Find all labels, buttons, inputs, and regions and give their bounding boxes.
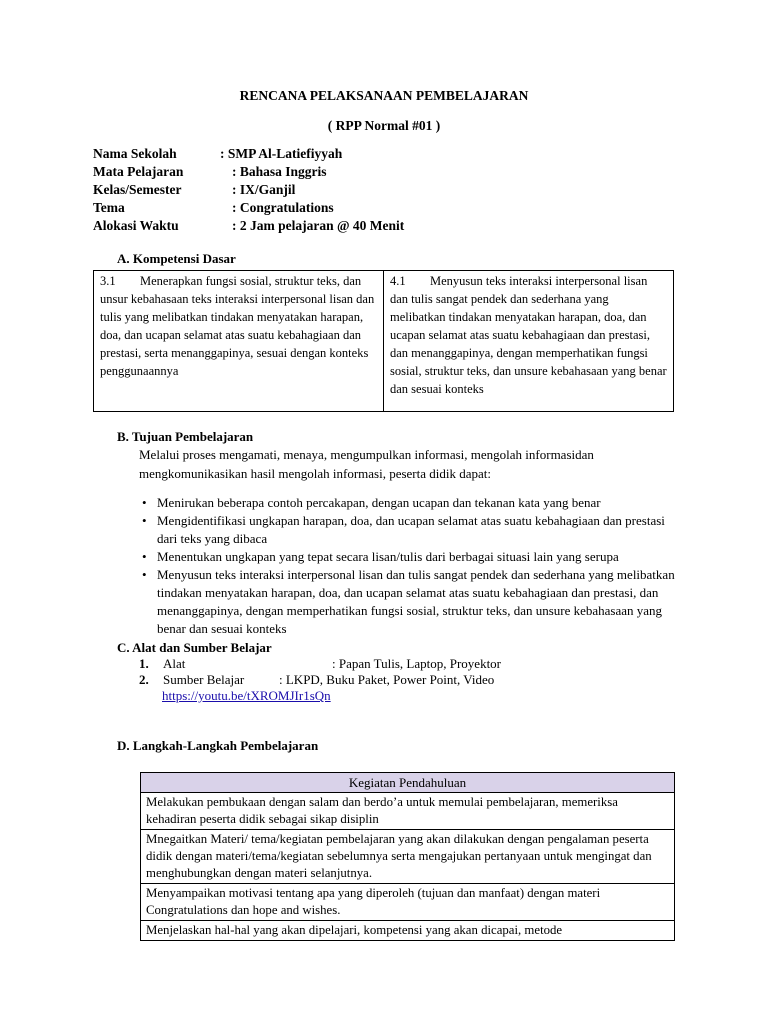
table-row: Mnegaitkan Materi/ tema/kegiatan pembelajaran yang akan dilakukan dengan pengalaman peserta didik dengan materi/tema/kegiatan sebelumnya serta mengajukan pertanyaan untuk mengingat dan menghubungkan dengan materi selanjutnya. [141, 829, 674, 883]
table-row: Melakukan pembukaan dengan salam dan berdo’a untuk memulai pembelajaran, memeriksa kehadiran peserta didik sebagai sikap disiplin [141, 792, 674, 829]
identity-value: : Bahasa Inggris [232, 164, 327, 179]
source-item-value: : LKPD, Buku Paket, Power Point, Video [279, 672, 495, 687]
video-link[interactable]: https://youtu.be/tXROMJIr1sQn [162, 688, 331, 703]
kd-number: 3.1 [100, 274, 116, 288]
identity-label: Alokasi Waktu [93, 218, 179, 233]
kd-cell-skill [384, 271, 673, 411]
table-row: Menyampaikan motivasi tentang apa yang diperoleh (tujuan dan manfaat) dengan materi Congratulations dan hope and wishes. [141, 883, 674, 920]
identity-value: : 2 Jam pelajaran @ 40 Menit [232, 218, 405, 233]
section-a-heading: A. Kompetensi Dasar [117, 251, 236, 266]
source-item-number: 2. [139, 672, 149, 687]
identity-value: : IX/Ganjil [232, 182, 296, 197]
identity-label: Nama Sekolah [93, 146, 177, 161]
learning-goals-list [139, 494, 679, 638]
bullet-icon: • [142, 495, 147, 510]
list-item-text: Menirukan beberapa contoh percakapan, dengan ucapan dan tekanan kata yang benar [157, 495, 601, 510]
list-item-text: Mengidentifikasi ungkapan harapan, doa, dan ucapan selamat atas suatu kebahagiaan dan prestasi dari teks yang dibaca [157, 513, 665, 546]
list-item [139, 566, 679, 638]
kd-text: Menyusun teks interaksi interpersonal lisan dan tulis sangat pendek dan sederhana yang melibatkan tindakan menyatakan harapan, doa, dan ucapan selamat atas suatu kebahagiaan dan prestasi, dan menanggapinya, dengan memperhatikan fungsi sosial, struktur teks, dan unsure kebahasaan yang benar dan sesuai konteks [390, 274, 667, 396]
section-d-heading: D. Langkah-Langkah Pembelajaran [117, 738, 319, 753]
source-item-label: Sumber Belajar [163, 672, 245, 687]
list-item [139, 512, 679, 548]
identity-label: Tema [93, 200, 125, 215]
kd-cell-knowledge [94, 271, 384, 411]
table-row: Menjelaskan hal-hal yang akan dipelajari, kompetensi yang akan dicapai, metode [141, 920, 674, 940]
tool-item-label: Alat [163, 656, 186, 671]
list-item [139, 494, 679, 512]
list-item-text: Menentukan ungkapan yang tepat secara lisan/tulis dari berbagai situasi lain yang serupa [157, 549, 619, 564]
list-item [139, 548, 679, 566]
list-item-text: Menyusun teks interaksi interpersonal lisan dan tulis sangat pendek dan sederhana yang melibatkan tindakan menyatakan harapan, doa, dan ucapan selamat atas suatu kebahagiaan dan prestasi, dan menanggapinya, dengan memperhatikan fungsi sosial, struktur teks, dan unsure kebahasaan yang benar dan sesuai konteks [157, 567, 675, 636]
identity-label: Kelas/Semester [93, 182, 182, 197]
bullet-icon: • [142, 549, 147, 564]
tool-item-number: 1. [139, 656, 149, 671]
section-b-intro: Melalui proses mengamati, menaya, mengumpulkan informasi, mengolah informasidan mengkomunikasikan hasil mengolah informasi, peserta didik dapat: [139, 447, 594, 481]
bullet-icon: • [142, 567, 147, 582]
bullet-icon: • [142, 513, 147, 528]
kd-text: Menerapkan fungsi sosial, struktur teks, dan unsur kebahasaan teks interaksi interpersonal lisan dan tulis yang melibatkan tindakan menyatakan harapan, doa, dan ucapan selamat atas suatu kebahagiaan dan prestasi, serta menanggapinya, sesuai dengan konteks penggunaannya [100, 274, 375, 378]
learning-steps-table [140, 772, 675, 941]
table-header: Kegiatan Pendahuluan [141, 773, 674, 792]
document-title: RENCANA PELAKSANAAN PEMBELAJARAN [239, 88, 529, 103]
document-subtitle: ( RPP Normal #01 ) [327, 118, 441, 133]
kompetensi-dasar-table [93, 270, 674, 412]
section-c-heading: C. Alat dan Sumber Belajar [117, 640, 272, 655]
identity-value: : Congratulations [232, 200, 334, 215]
identity-value: : SMP Al-Latiefiyyah [220, 146, 343, 161]
tool-item-value: : Papan Tulis, Laptop, Proyektor [332, 656, 502, 671]
section-b-heading: B. Tujuan Pembelajaran [117, 429, 254, 444]
kd-number: 4.1 [390, 274, 406, 288]
identity-label: Mata Pelajaran [93, 164, 184, 179]
